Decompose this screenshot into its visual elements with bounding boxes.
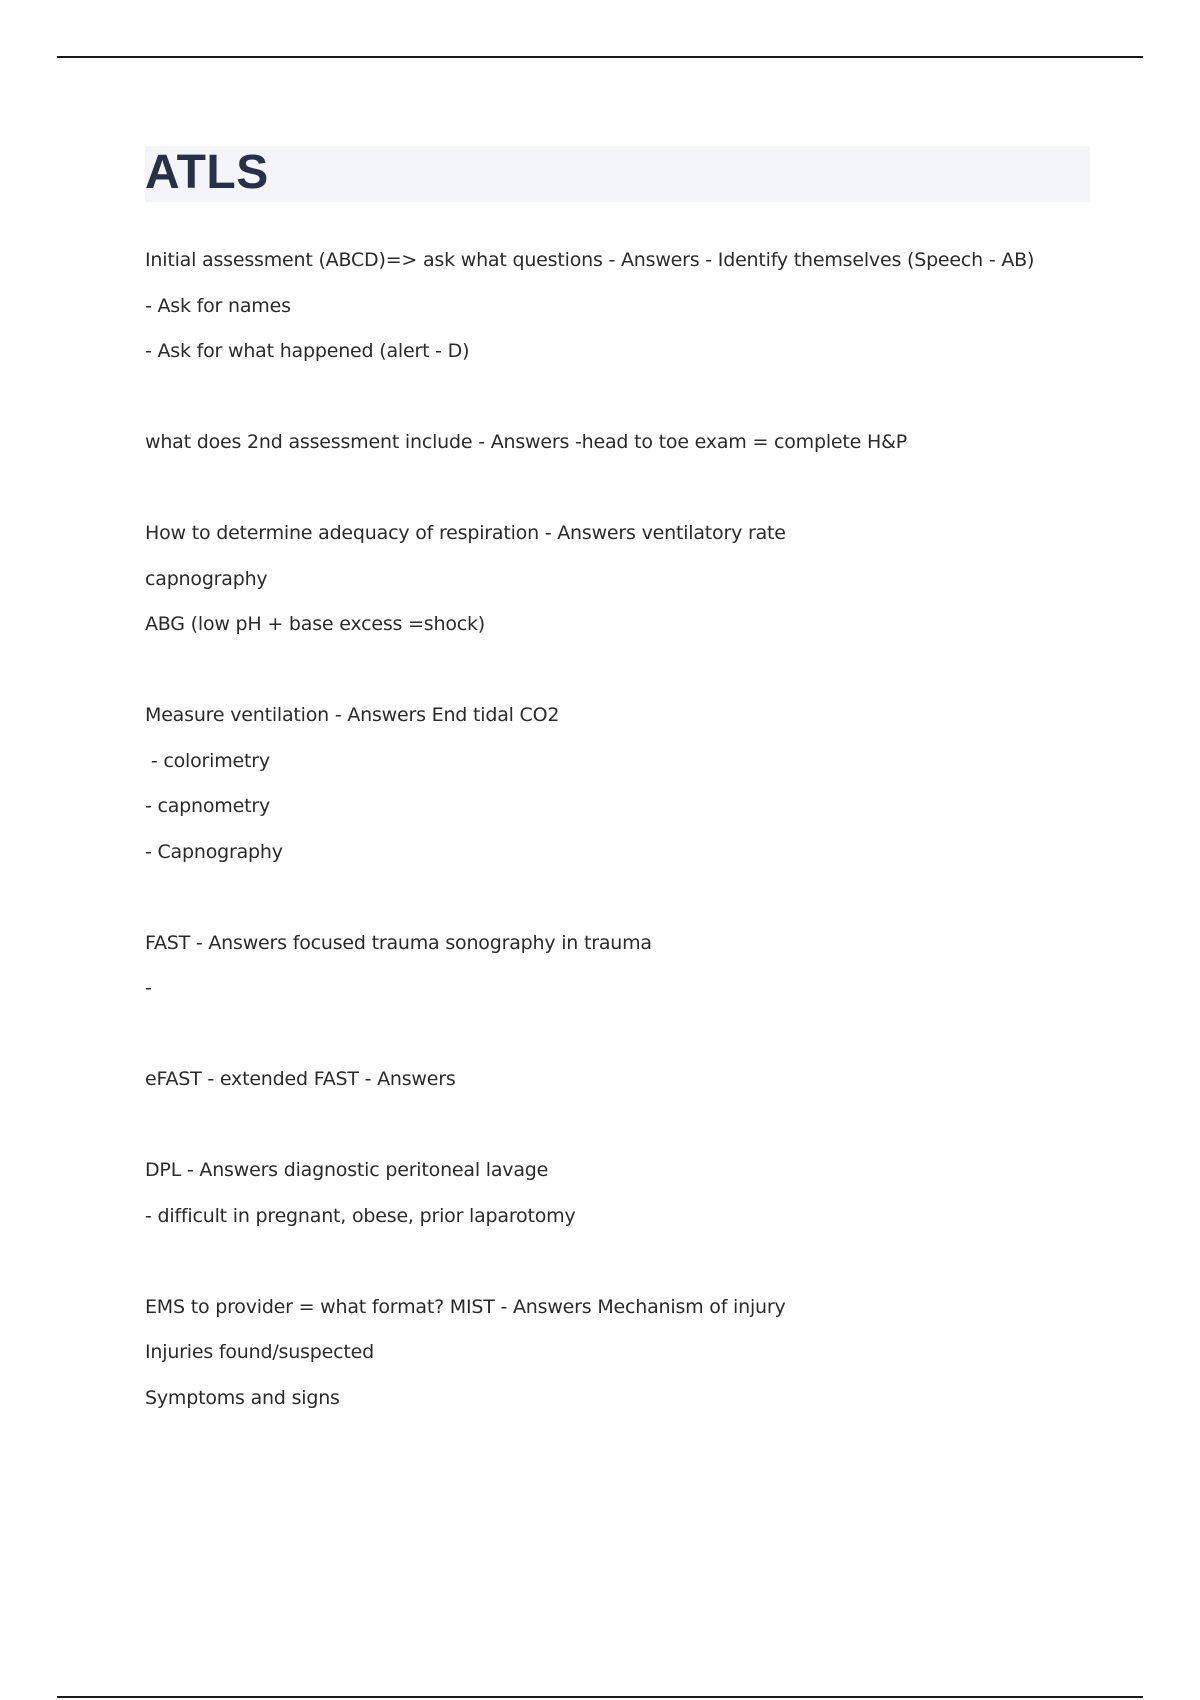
- text-line: - difficult in pregnant, obese, prior laparotomy: [145, 1204, 576, 1227]
- title-band: [145, 146, 1090, 202]
- text-line: Injuries found/suspected: [145, 1341, 374, 1363]
- document-title: ATLS: [145, 146, 269, 199]
- blank-line: [145, 875, 1090, 921]
- blank-line: [145, 648, 1090, 694]
- document-body: [145, 238, 1090, 1421]
- footer-rule: [57, 1696, 1143, 1698]
- blank-line: [145, 1239, 1090, 1285]
- text-line: eFAST - extended FAST - Answers: [145, 1068, 456, 1090]
- text-line: - Capnography: [145, 840, 283, 863]
- blank-line: [145, 1012, 1090, 1058]
- text-line: DPL - Answers diagnostic peritoneal lavage: [145, 1159, 549, 1181]
- header-rule: [57, 56, 1143, 58]
- text-line: FAST - Answers focused trauma sonography in trauma: [145, 931, 652, 954]
- text-line: - Ask for what happened (alert - D): [145, 340, 470, 362]
- text-line: -: [145, 977, 152, 999]
- text-line: How to determine adequacy of respiration - Answers ventilatory rate: [145, 522, 786, 544]
- text-line: - Ask for names: [145, 294, 291, 317]
- blank-line: [145, 1103, 1090, 1149]
- blank-line: [145, 375, 1090, 421]
- text-line: EMS to provider = what format? MIST - Answers Mechanism of injury: [145, 1295, 786, 1318]
- text-line: Measure ventilation - Answers End tidal CO2: [145, 704, 560, 726]
- text-line: Symptoms and signs: [145, 1386, 340, 1409]
- text-line: Initial assessment (ABCD)=> ask what questions - Answers - Identify themselves (Speech - AB): [145, 249, 1035, 271]
- text-line: - capnometry: [145, 795, 271, 817]
- text-line: capnography: [145, 567, 268, 590]
- text-line: ABG (low pH + base excess =shock): [145, 613, 486, 635]
- blank-line: [145, 466, 1090, 512]
- text-line: - colorimetry: [145, 749, 270, 772]
- text-line: what does 2nd assessment include - Answers -head to toe exam = complete H&P: [145, 431, 907, 453]
